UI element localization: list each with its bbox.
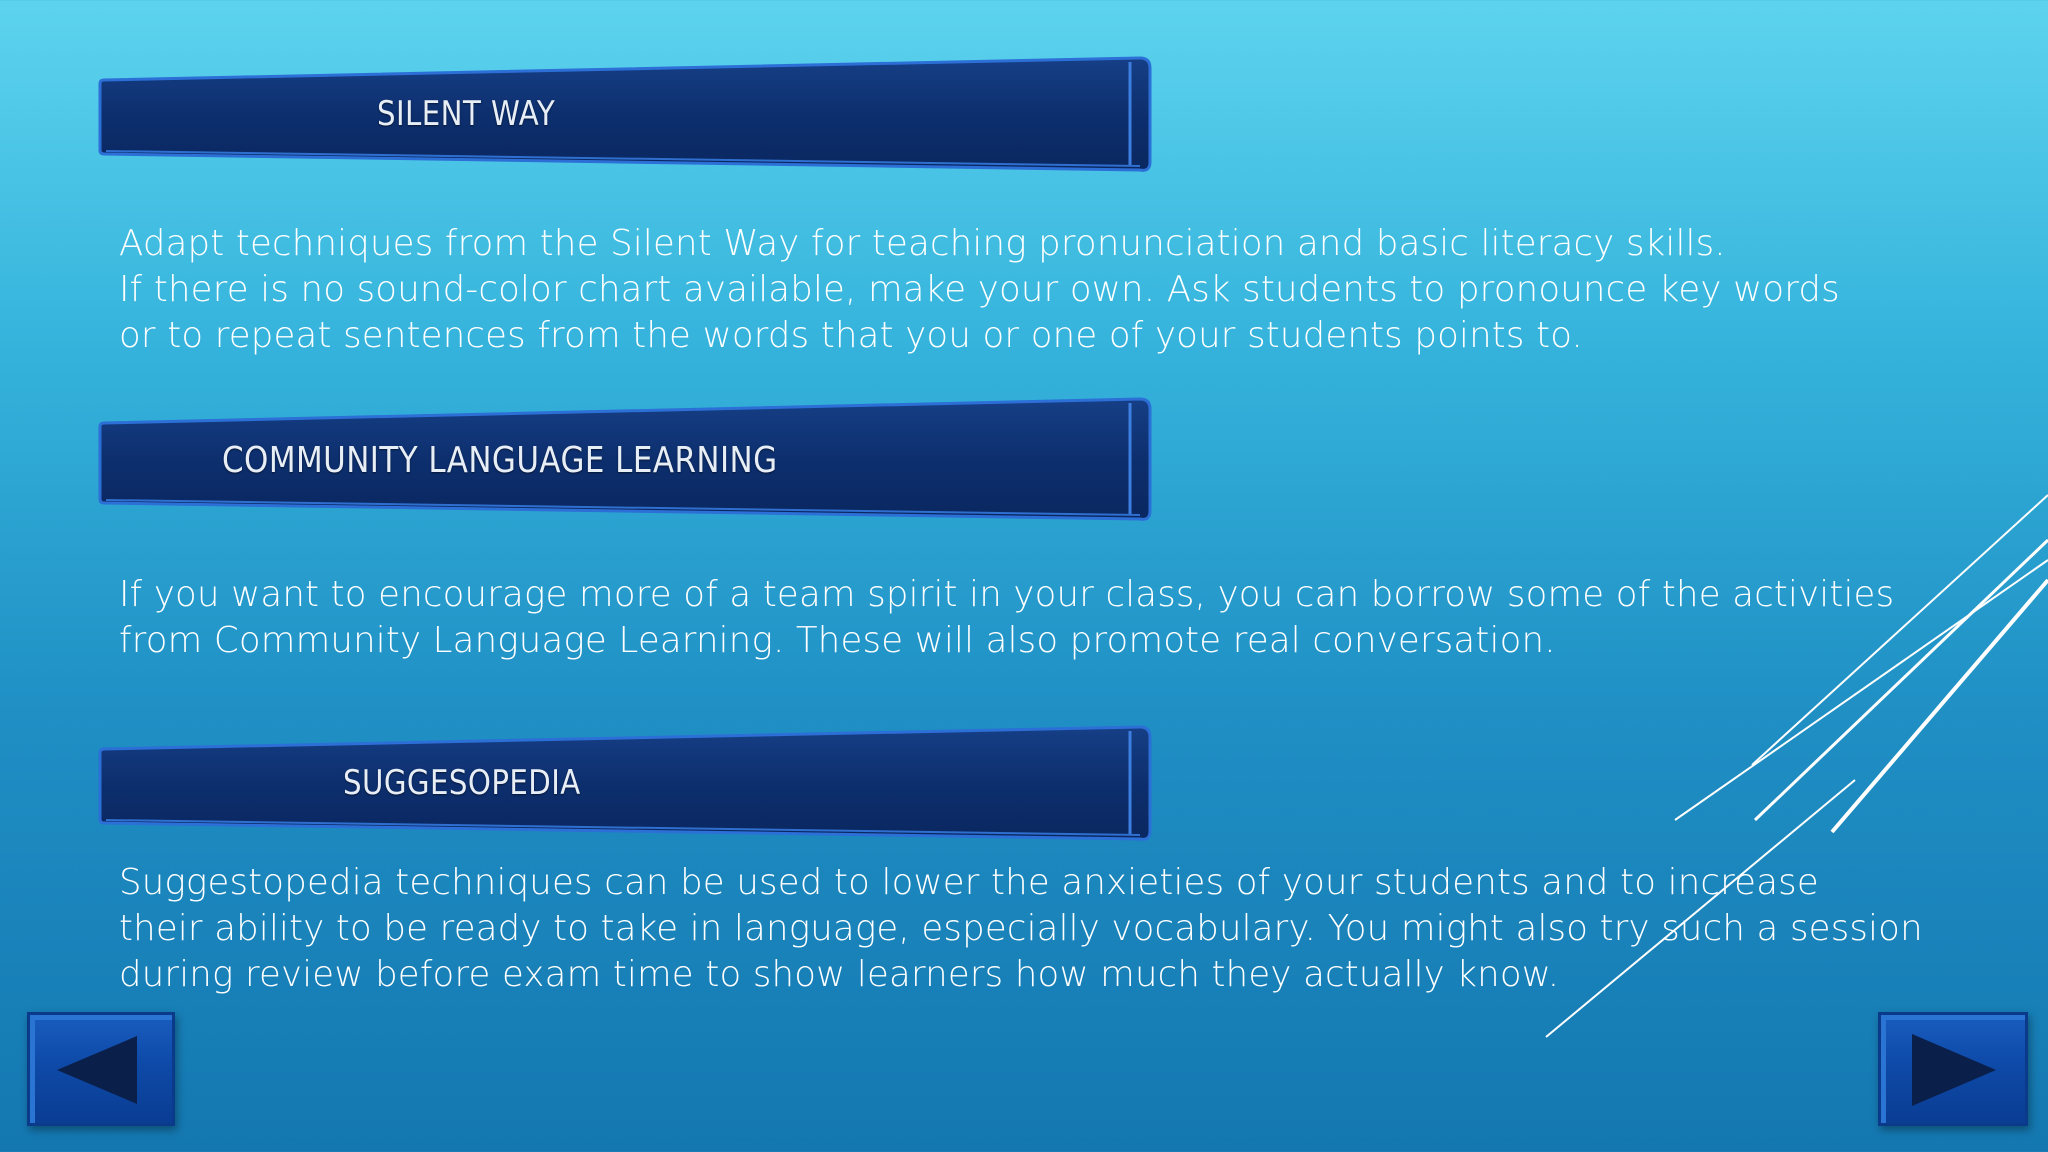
decorative-diagonal-lines bbox=[1500, 480, 2048, 1050]
paragraph-line: or to repeat sentences from the words that you or one of your students points to. bbox=[119, 315, 1583, 356]
section-heading-banner-community-language-learning bbox=[100, 399, 1152, 521]
next-slide-button[interactable] bbox=[1878, 1012, 2028, 1126]
previous-slide-button[interactable] bbox=[27, 1012, 175, 1126]
section-heading-community-language-learning: COMMUNITY LANGUAGE LEARNING bbox=[222, 439, 778, 481]
section-heading-silent-way: SILENT WAY bbox=[377, 94, 556, 134]
section-heading-suggesopedia: SUGGESOPEDIA bbox=[343, 763, 581, 803]
section-heading-banner-silent-way bbox=[100, 58, 1152, 170]
banner-bar-shape bbox=[100, 58, 1152, 170]
paragraph-line: If there is no sound-color chart available, make your own. Ask students to pronounce key words bbox=[119, 269, 1840, 310]
paragraph-line: If you want to encourage more of a team spirit in your class, you can borrow some of the activities bbox=[119, 574, 1895, 615]
paragraph-line: Suggestopedia techniques can be used to lower the anxieties of your students and to increase bbox=[119, 862, 1819, 903]
paragraph-line: their ability to be ready to take in language, especially vocabulary. You might also try such a session bbox=[119, 908, 1923, 949]
banner-bar-shape bbox=[100, 727, 1152, 839]
paragraph-line: Adapt techniques from the Silent Way for teaching pronunciation and basic literacy skills. bbox=[119, 223, 1726, 264]
paragraph-line: during review before exam time to show learners how much they actually know. bbox=[119, 954, 1560, 995]
section-body-silent-way bbox=[119, 221, 2019, 359]
triangle-left-icon bbox=[27, 1012, 175, 1126]
paragraph-line: from Community Language Learning. These will also promote real conversation. bbox=[119, 620, 1556, 661]
triangle-right-icon bbox=[1878, 1012, 2028, 1126]
section-heading-banner-suggesopedia bbox=[100, 727, 1152, 839]
